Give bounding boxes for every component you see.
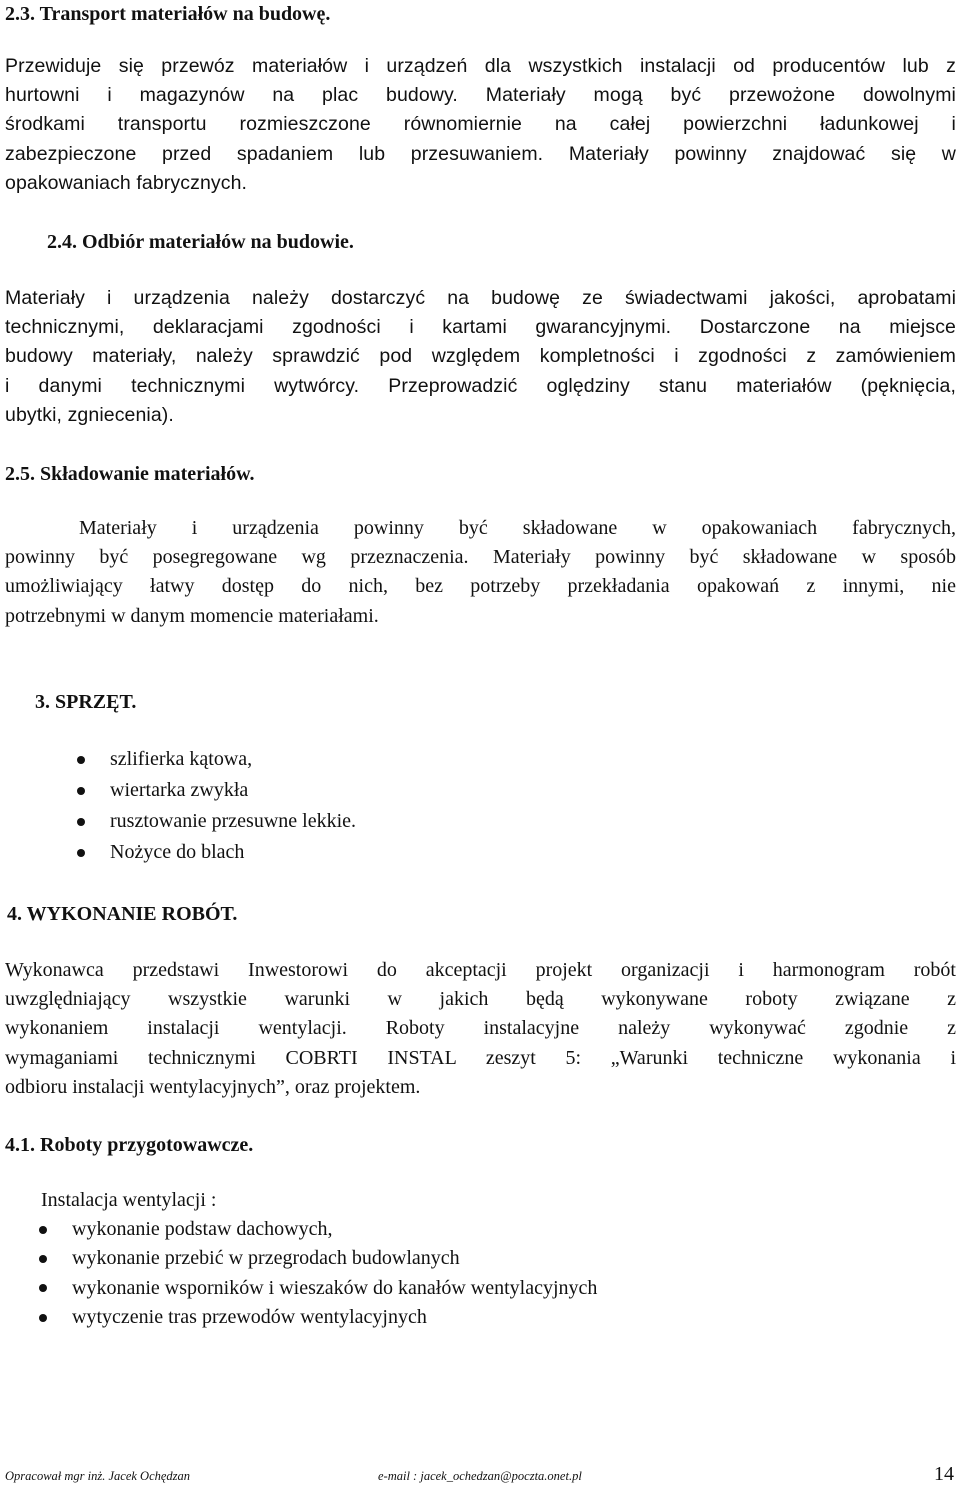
paragraph-line: wymaganiami technicznymi COBRTI INSTAL zeszyt 5: „Warunki techniczne wykonania i [5,1046,956,1069]
paragraph-line: hurtowni i magazynów na plac budowy. Materiały mogą być przewożone dowolnymi [5,84,956,107]
paragraph-line: umożliwiający łatwy dostęp do nich, bez potrzeby przekładania opakowań z innymi, nie [5,575,956,598]
list-item: Nożyce do blach [71,837,356,868]
paragraph-line: uwzględniający wszystkie warunki w jakich będą wykonywane roboty związane z [5,988,956,1011]
section-4-heading: 4. WYKONANIE ROBÓT. [7,903,238,925]
section-2-4-paragraph [5,284,956,430]
paragraph-line: zabezpieczone przed spadaniem lub przesuwaniem. Materiały powinny znajdować się w [5,142,956,165]
bullet-icon [77,849,85,857]
section-2-5-paragraph [5,514,956,631]
list-item: wykonanie podstaw dachowych, [33,1215,597,1244]
paragraph-line: i danymi technicznymi wytwórcy. Przeprowadzić oględziny stanu materiałów (pęknięcia, [5,374,956,397]
section-3-heading: 3. SPRZĘT. [35,691,137,713]
paragraph-line: Przewiduje się przewóz materiałów i urządzeń dla wszystkich instalacji od producentów lub z [5,55,956,77]
paragraph-line: ubytki, zgniecenia). [5,403,174,426]
preparatory-works-list [33,1215,597,1332]
list-item: rusztowanie przesuwne lekkie. [71,806,356,837]
section-2-4-heading: 2.4. Odbiór materiałów na budowie. [47,231,354,253]
section-4-1-subheading: Instalacja wentylacji : [41,1189,217,1211]
paragraph-line: budowy materiały, należy sprawdzić pod względem kompletności i zgodności z zamówieniem [5,345,956,368]
section-2-3-paragraph [5,52,956,198]
section-4-1-heading: 4.1. Roboty przygotowawcze. [5,1134,254,1156]
bullet-icon [39,1255,47,1263]
page-footer [5,1463,956,1485]
bullet-icon [77,756,85,764]
section-4-paragraph [5,956,956,1102]
bullet-icon [77,818,85,826]
bullet-icon [39,1284,47,1292]
list-item: wytyczenie tras przewodów wentylacyjnych [33,1303,597,1332]
paragraph-line: Materiały i urządzenia powinny być składowane w opakowaniach fabrycznych, [79,517,956,539]
bullet-icon [39,1226,47,1234]
paragraph-line: Materiały i urządzenia należy dostarczyć na budowę ze świadectwami jakości, aprobatami [5,287,956,309]
section-2-5-heading: 2.5. Składowanie materiałów. [5,463,255,485]
bullet-icon [77,787,85,795]
list-item: wykonanie przebić w przegrodach budowlanych [33,1244,597,1273]
equipment-list [71,744,356,868]
bullet-icon [39,1314,47,1322]
footer-email: e-mail : jacek_ochedzan@poczta.onet.pl [378,1469,582,1483]
footer-author: Opracował mgr inż. Jacek Ochędzan [5,1469,191,1483]
section-2-3-heading: 2.3. Transport materiałów na budowę. [5,3,331,25]
paragraph-line: powinny być posegregowane wg przeznaczenia. Materiały powinny być składowane w sposób [5,546,956,569]
paragraph-line: technicznymi, deklaracjami zgodności i kartami gwarancyjnymi. Dostarczone na miejsce [5,316,956,339]
list-item: wykonanie wsporników i wieszaków do kanałów wentylacyjnych [33,1274,597,1303]
page-number: 14 [934,1463,954,1485]
paragraph-line: opakowaniach fabrycznych. [5,171,248,194]
paragraph-line: potrzebnymi w danym momencie materiałami. [5,604,379,627]
list-item: wiertarka zwykła [71,775,356,806]
list-item: szlifierka kątowa, [71,744,356,775]
paragraph-line: środkami transportu rozmieszczone równomiernie na całej powierzchni ładunkowej i [5,113,956,136]
paragraph-line: odbioru instalacji wentylacyjnych”, oraz projektem. [5,1075,421,1098]
paragraph-line: Wykonawca przedstawi Inwestorowi do akceptacji projekt organizacji i harmonogram robót [5,959,956,981]
paragraph-line: wykonaniem instalacji wentylacji. Roboty instalacyjne należy wykonywać zgodnie z [5,1017,956,1040]
